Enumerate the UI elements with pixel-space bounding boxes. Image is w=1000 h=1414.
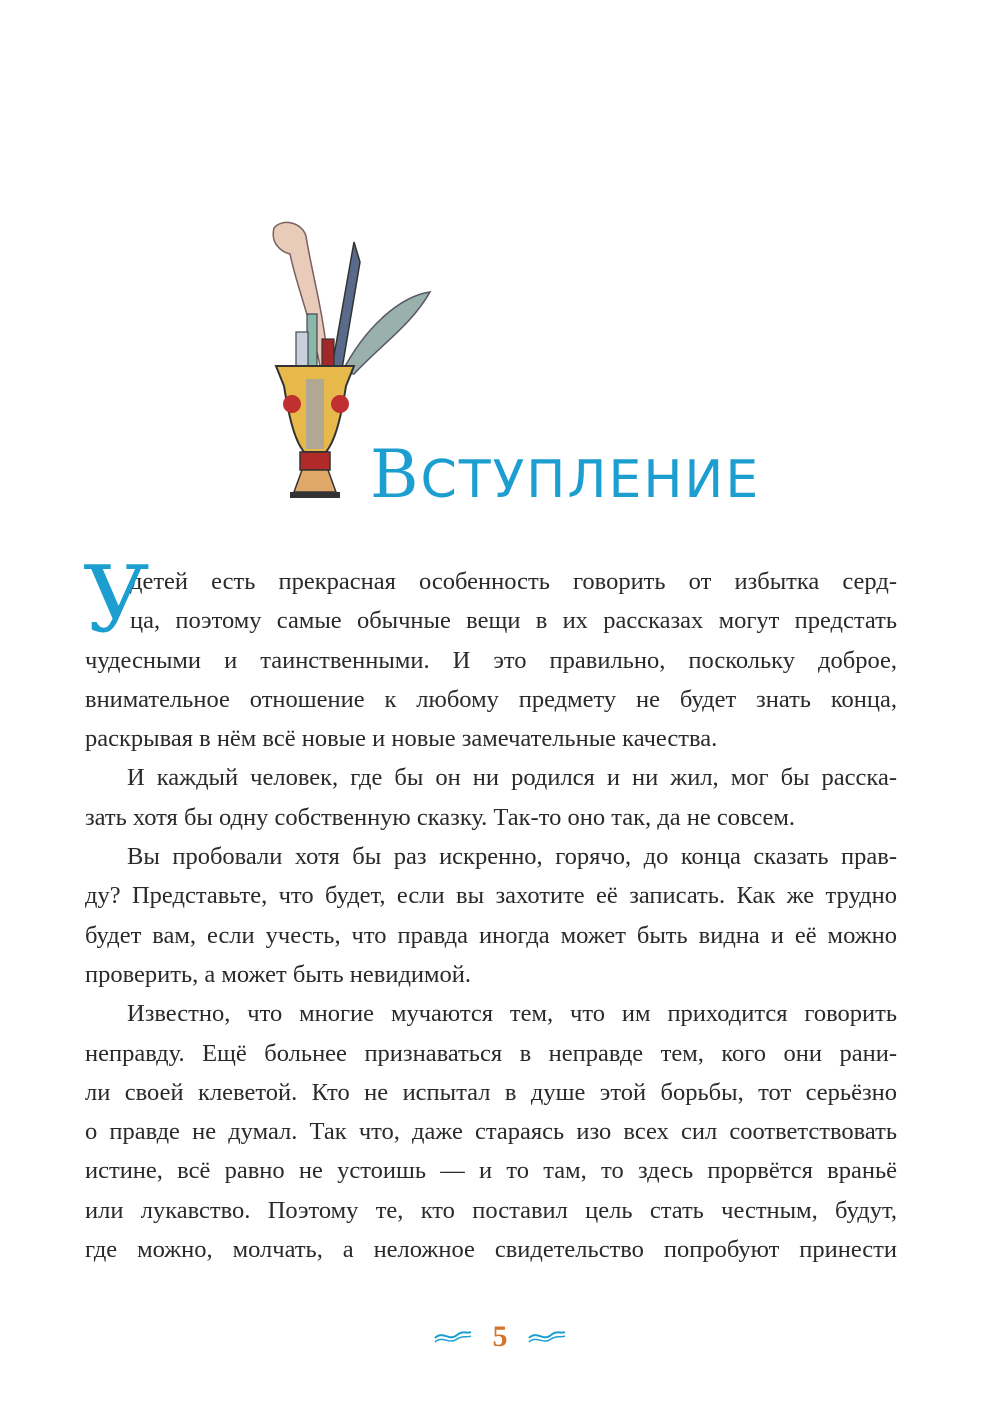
text-line: раскрывая в нём всё новые и новые замечательные качества.	[85, 725, 718, 753]
text-line: Вы пробовали хотя бы раз искренно, горячо, до конца сказать прав-	[127, 843, 897, 871]
text-line: где можно, молчать, а неложное свидетельство попробуют принести	[85, 1236, 897, 1264]
wave-ornament-icon	[433, 1329, 473, 1345]
text-line: проверить, а может быть невидимой.	[85, 960, 472, 988]
text-line: зать хотя бы одну собственную сказку. Так-то оно так, да не совсем.	[85, 803, 796, 831]
text-line: чудесными и таинственными. И это правильно, поскольку доброе,	[85, 646, 897, 674]
page-number: 5	[492, 1320, 508, 1353]
page-footer	[0, 1320, 1000, 1354]
text-line: истине, всё равно не устоишь — и то там, то здесь прорвётся враньё	[85, 1157, 897, 1185]
text-line: ли своей клеветой. Кто не испытал в душе этой борьбы, тот серьёзно	[85, 1078, 897, 1106]
title-initial: В	[370, 436, 421, 513]
text-line: неправду. Ещё больнее признаваться в неправде тем, кого они рани-	[85, 1039, 897, 1067]
title-rest: СТУПЛЕНИЕ	[420, 450, 761, 510]
text-line: Известно, что многие мучаются тем, что им приходится говорить	[127, 1000, 897, 1028]
text-line: или лукавство. Поэтому те, кто поставил цель стать честным, будут,	[85, 1196, 897, 1224]
text-line: внимательное отношение к любому предмету не будет знать конца,	[85, 685, 897, 713]
text-line: ца, поэтому самые обычные вещи в их рассказах могут предстать	[130, 607, 897, 635]
wave-ornament-icon	[527, 1329, 567, 1345]
text-line: И каждый человек, где бы он ни родился и ни жил, мог бы расска-	[127, 764, 897, 792]
text-line: будет вам, если учесть, что правда иногда может быть видна и её можно	[85, 921, 897, 949]
drop-cap: У	[83, 546, 150, 653]
page-title	[370, 436, 760, 513]
body-text	[83, 546, 897, 1269]
text-line: о правде не думал. Так что, даже стараясь изо всех сил соответствовать	[85, 1118, 897, 1146]
text-line: ду? Представьте, что будет, если вы захотите её записать. Как же трудно	[85, 882, 897, 910]
text-line: детей есть прекрасная особенность говорить от избытка серд-	[130, 568, 897, 595]
